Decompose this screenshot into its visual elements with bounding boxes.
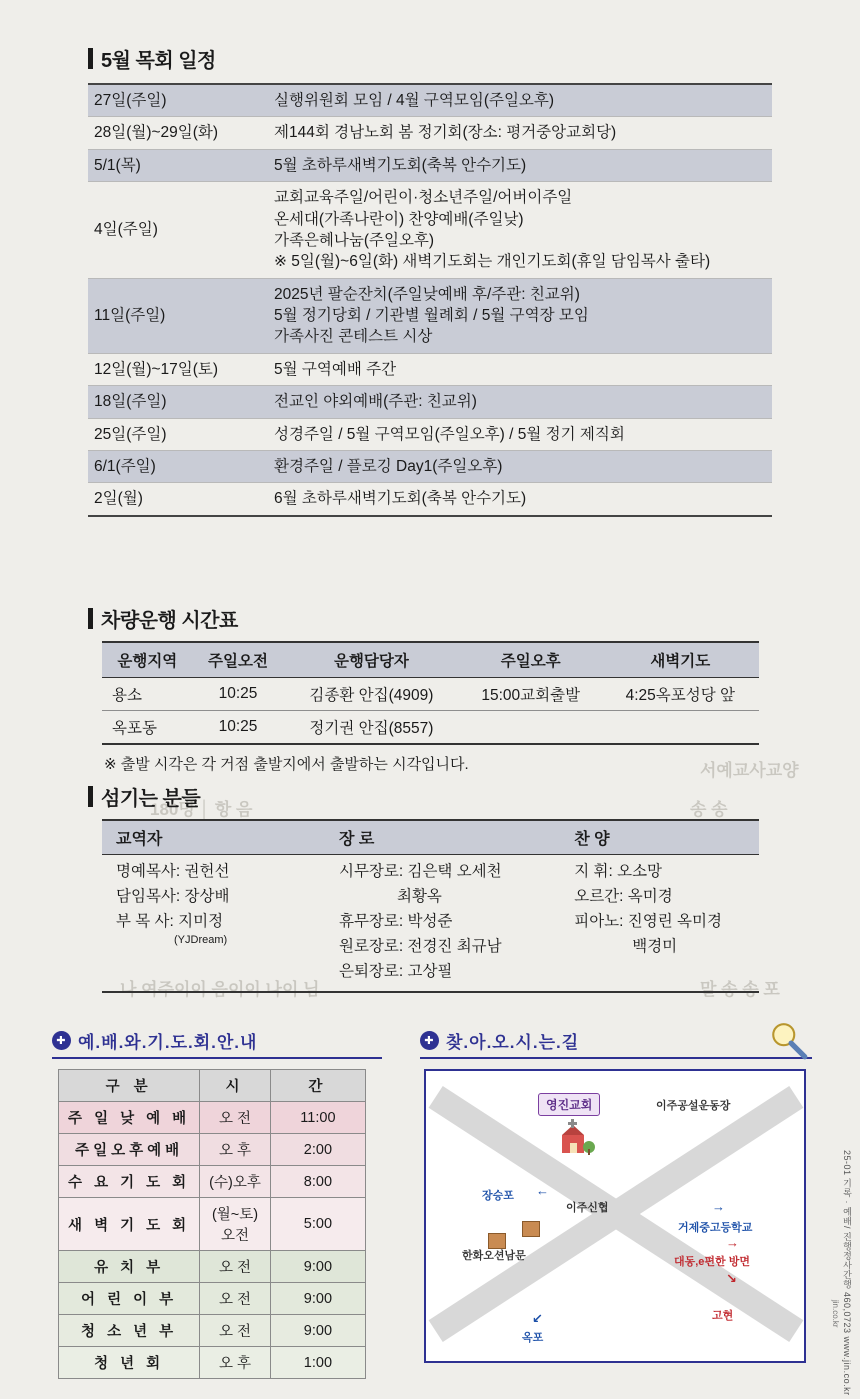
bus-table-body: [102, 678, 759, 745]
bus-cell: 정기권 안집(8557): [283, 711, 459, 745]
church-mark-icon: ✚: [420, 1031, 439, 1050]
schedule-row-date: 2일(월): [88, 483, 268, 516]
servants-body-row: [102, 855, 759, 993]
schedule-row-date: 6/1(주일): [88, 450, 268, 482]
servant-entry-elder: 시무장로: 김은택 오세천: [338, 863, 502, 880]
schedule-row-description: 전교인 야외예배(주관: 친교위): [268, 386, 772, 418]
ghost-text: 나 여주이이 음이이 나이 님: [120, 980, 320, 999]
worship-row-ampm: 오 전: [200, 1251, 271, 1283]
bus-section: [88, 604, 772, 774]
map-place-label: 고현: [712, 1310, 734, 1322]
bus-cell: 김종환 안집(4909): [283, 678, 459, 711]
schedule-row-description: 실행위원회 모임 / 4월 구역모임(주일오후): [268, 84, 772, 117]
worship-row-ampm: (월~토)오전: [200, 1198, 271, 1251]
bus-row: [102, 711, 759, 745]
worship-row-name: 어 린 이 부: [59, 1283, 200, 1315]
schedule-row-date: 25일(주일): [88, 418, 268, 450]
worship-row-name: 유 치 부: [59, 1251, 200, 1283]
bus-cell: 10:25: [193, 711, 284, 745]
worship-row-time: 9:00: [270, 1251, 365, 1283]
bus-header-cell: 운행지역: [102, 642, 193, 678]
worship-row: [59, 1347, 366, 1379]
schedule-row-description: 제144회 경남노회 봄 정기회(장소: 평거중앙교회당): [268, 117, 772, 149]
schedule-row-description: 6월 초하루새벽기도회(축복 안수기도): [268, 483, 772, 516]
map-place-label: 장승포: [482, 1190, 514, 1202]
bus-cell: 옥포동: [102, 711, 193, 745]
bus-cell: 4:25옥포성당 앞: [602, 678, 759, 711]
ghost-text: 송 송: [690, 800, 728, 819]
worship-row-ampm: 오 후: [200, 1134, 271, 1166]
worship-row-name: 주 일 낮 예 배: [59, 1102, 200, 1134]
servant-entry-elder: 은퇴장로: 고상필: [338, 963, 453, 981]
servants-header-elders: 장 로: [338, 831, 375, 848]
servants-heading: [88, 782, 772, 811]
schedule-row: [88, 418, 772, 450]
worship-row: [59, 1283, 366, 1315]
worship-row-ampm: 오 후: [200, 1347, 271, 1379]
servants-col-praise: [560, 859, 758, 985]
schedule-table: [88, 83, 772, 517]
servant-pastor-note: (YJDream): [174, 934, 228, 947]
worship-row: [59, 1166, 366, 1198]
magnifier-icon: [768, 1020, 810, 1062]
worship-row-name: 청 년 회: [59, 1347, 200, 1379]
bus-header-cell: 주일오전: [193, 642, 284, 678]
bus-note: ※ 출발 시각은 각 거점 출발지에서 출발하는 시각입니다.: [104, 756, 469, 773]
church-icon: [554, 1119, 598, 1159]
bus-cell: [602, 711, 759, 745]
direction-arrow-icon: ↙: [532, 1311, 543, 1326]
map-canvas: [424, 1069, 806, 1363]
worship-row: [59, 1102, 366, 1134]
bus-header-cell: 주일오후: [460, 642, 602, 678]
servant-entry-praise: 오르간: 옥미경: [574, 888, 673, 906]
servant-entry-pastor: 명예목사: 권헌선: [116, 863, 230, 880]
church-mark-icon: ✚: [52, 1031, 71, 1050]
worship-table-head: [59, 1070, 366, 1102]
bus-row: [102, 678, 759, 711]
servant-entry-pastor: 부 목 사: 지미정: [116, 913, 224, 931]
servants-section: [88, 782, 772, 993]
direction-arrow-icon: ←: [536, 1183, 549, 1198]
worship-table: [58, 1069, 366, 1379]
bus-cell: [460, 711, 602, 745]
ghost-text: 180명 │ 항 음: [150, 800, 253, 819]
worship-row-name: 청 소 년 부: [59, 1315, 200, 1347]
schedule-row-date: 11일(주일): [88, 278, 268, 353]
servant-entry-praise: 백경미: [632, 938, 678, 956]
worship-row-time: 9:00: [270, 1315, 365, 1347]
worship-header-hour: 시: [200, 1070, 271, 1102]
bus-cell: 용소: [102, 678, 193, 711]
map-section: [420, 1028, 812, 1363]
servants-header-row: [102, 819, 759, 855]
worship-row: [59, 1315, 366, 1347]
worship-row-time: 1:00: [270, 1347, 365, 1379]
schedule-row-description: 교회교육주일/어린이·청소년주일/어버이주일 온세대(가족나란이) 찬양예배(주일낮) 가족은혜나눔(주일오후) ※ 5일(월)~6일(화) 새벽기도회는 개인기도회(휴일 담임목사 출타): [268, 182, 772, 279]
bus-header-cell: 운행담당자: [283, 642, 459, 678]
schedule-row: [88, 450, 772, 482]
schedule-row-description: 성경주일 / 5월 구역모임(주일오후) / 5월 정기 제직회: [268, 418, 772, 450]
schedule-row-date: 28일(월)~29일(화): [88, 117, 268, 149]
bus-cell: 10:25: [193, 678, 284, 711]
map-pin-icon: [522, 1221, 540, 1237]
worship-row-ampm: (수)오후: [200, 1166, 271, 1198]
ghost-text: 서예교사교양: [700, 761, 799, 780]
servants-table: [102, 819, 759, 993]
bus-header-row: [102, 642, 759, 678]
schedule-row-date: 5/1(목): [88, 149, 268, 181]
worship-times-section: [52, 1028, 382, 1379]
schedule-row-description: 5월 구역예배 주간: [268, 353, 772, 385]
bus-heading: [88, 604, 772, 633]
worship-title: 예.배.와.기.도.회.안.내: [78, 1033, 258, 1052]
schedule-row: [88, 386, 772, 418]
map-title: 찾.아.오.시.는.길: [446, 1033, 580, 1052]
worship-header-time: 간: [270, 1070, 365, 1102]
print-credit-url: jin.co.kr: [831, 1300, 840, 1328]
worship-row: [59, 1251, 366, 1283]
map-place-label: 이주신협: [566, 1202, 609, 1214]
servant-entry-praise: 지 휘: 오소망: [574, 863, 663, 880]
map-place-label: 대동,e편한 방면: [674, 1256, 750, 1268]
direction-arrow-icon: ↘: [726, 1271, 737, 1286]
servants-header-pastors: 교역자: [116, 831, 163, 848]
worship-header-row: [59, 1070, 366, 1102]
bus-table: [102, 641, 759, 745]
servant-entry-praise: 피아노: 진영린 옥미경: [574, 913, 722, 931]
direction-arrow-icon: →: [726, 1235, 739, 1250]
map-place-label: 거제중고등학교: [678, 1222, 753, 1234]
servants-title: 섬기는 분들: [101, 788, 201, 810]
servants-col-elders: [325, 859, 560, 985]
worship-row-ampm: 오 전: [200, 1102, 271, 1134]
bus-title: 차량운행 시간표: [101, 610, 238, 632]
bus-cell: 15:00교회출발: [460, 678, 602, 711]
heading-bar-icon: [88, 48, 93, 69]
schedule-row: [88, 182, 772, 279]
schedule-row: [88, 84, 772, 117]
schedule-row-date: 27일(주일): [88, 84, 268, 117]
schedule-row: [88, 278, 772, 353]
map-place-label: 옥포: [522, 1332, 544, 1344]
schedule-row: [88, 117, 772, 149]
worship-row-ampm: 오 전: [200, 1315, 271, 1347]
servants-col-pastors: [102, 859, 325, 985]
schedule-row-description: 2025년 팔순잔치(주일낮예배 후/주관: 친교위) 5월 정기당회 / 기관별 월례회 / 5월 구역장 모임 가족사진 콘테스트 시상: [268, 278, 772, 353]
heading-bar-icon: [88, 608, 93, 629]
worship-row-name: 수 요 기 도 회: [59, 1166, 200, 1198]
schedule-row: [88, 483, 772, 516]
worship-row-ampm: 오 전: [200, 1283, 271, 1315]
schedule-section: [88, 44, 772, 517]
servants-header-praise: 찬 양: [574, 831, 610, 848]
schedule-row: [88, 353, 772, 385]
worship-row-time: 9:00: [270, 1283, 365, 1315]
church-name-badge: 영진교회: [538, 1093, 600, 1116]
schedule-heading: [88, 44, 772, 73]
heading-bar-icon: [88, 786, 93, 807]
servant-entry-elder: 최황옥: [396, 888, 442, 906]
schedule-title: 5월 목회 일정: [101, 50, 216, 72]
map-heading: [420, 1028, 812, 1059]
schedule-table-body: [88, 84, 772, 516]
schedule-row: [88, 149, 772, 181]
worship-table-body: [59, 1102, 366, 1379]
worship-row-name: 새 벽 기 도 회: [59, 1198, 200, 1251]
worship-row-name: 주일오후예배: [59, 1134, 200, 1166]
worship-row-time: 8:00: [270, 1166, 365, 1198]
worship-heading: [52, 1028, 382, 1059]
schedule-row-date: 12일(월)~17일(토): [88, 353, 268, 385]
schedule-row-description: 환경주일 / 플로깅 Day1(주일오후): [268, 450, 772, 482]
ghost-text: 말 송 송 포: [700, 980, 780, 999]
servant-entry-elder: 원로장로: 전경진 최규남: [338, 938, 502, 956]
worship-row-time: 2:00: [270, 1134, 365, 1166]
worship-row: [59, 1134, 366, 1166]
bus-header-cell: 새벽기도: [602, 642, 759, 678]
worship-row: [59, 1198, 366, 1251]
worship-row-time: 11:00: [270, 1102, 365, 1134]
map-place-label: 이주공설운동장: [656, 1100, 731, 1112]
worship-row-time: 5:00: [270, 1198, 365, 1251]
schedule-row-date: 18일(주일): [88, 386, 268, 418]
worship-header-category: 구 분: [59, 1070, 200, 1102]
servant-entry-pastor: 담임목사: 장상배: [116, 888, 230, 906]
servant-entry-elder: 휴무장로: 박성준: [338, 913, 453, 931]
map-place-label: 한화오션남문: [462, 1250, 526, 1262]
schedule-row-description: 5월 초하루새벽기도회(축복 안수기도): [268, 149, 772, 181]
direction-arrow-icon: →: [712, 1199, 725, 1214]
bus-table-head: [102, 642, 759, 678]
schedule-row-date: 4일(주일): [88, 182, 268, 279]
print-credit: 25-01 기록 · 예배/ 진행정사간행 460,0723 www.jin.co.kr: [842, 1150, 852, 1396]
